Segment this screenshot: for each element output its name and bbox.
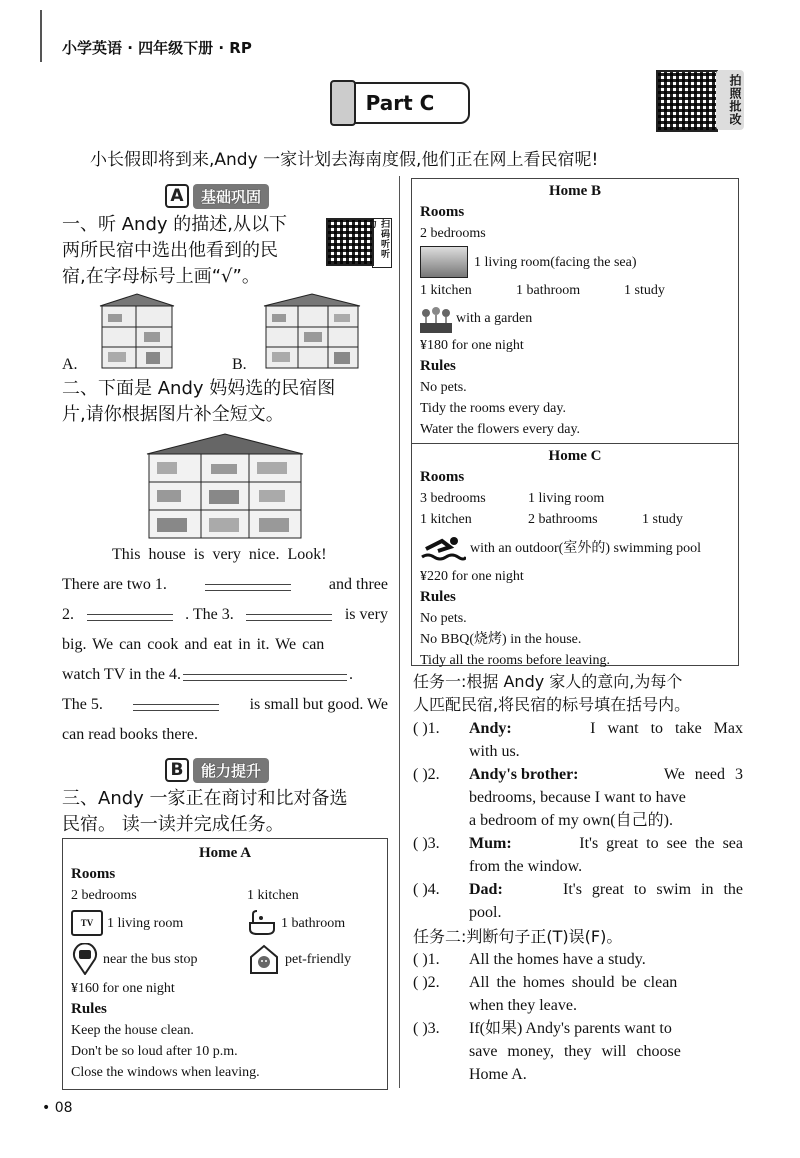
item-line3: a bedroom of my own(自己的). [469,812,673,829]
home-a-bathroom: 1 bathroom [281,915,346,931]
speaker-sep: : [506,720,512,737]
item-line1: All the homes should be clean [469,974,678,991]
house-b-picture [262,292,362,370]
home-b-kitchen: 1 kitchen [420,283,472,298]
qr-code-icon[interactable] [656,70,718,132]
task1-title-1: 任务一:根据 Andy 家人的意向,为每个 [413,672,683,691]
passage-text-2b: and three [328,576,388,593]
passage-line-6 [62,690,388,720]
home-a-bus-stop: near the bus stop [103,951,198,967]
speaker: Andy's brother [469,766,574,783]
sea-window-icon [420,246,468,278]
q3-line1: 三、Andy 一家正在商讨和比对备选 [62,788,348,809]
pet-icon [247,943,281,975]
section-a-letter: A [165,184,189,208]
item-line1: All the homes have a study. [469,951,646,968]
passage-text-7: can read books there. [62,726,198,743]
item-line2: from the window. [469,858,583,875]
section-a-badge [165,184,269,208]
home-b-price: ¥180 for one night [420,338,524,353]
option-a-label[interactable]: A. [62,356,78,373]
qr-side-label: 拍照批改 [716,70,744,130]
item-line3: Home A. [469,1066,527,1083]
home-c-bathrooms: 2 bathrooms [528,512,598,527]
home-b-rooms-label: Rooms [420,204,465,220]
home-a-card [62,838,388,1090]
home-b-row-rooms [420,280,730,301]
home-a-row1 [71,885,379,906]
task1-title-2: 人匹配民宿,将民宿的标号填在括号内。 [413,695,691,714]
home-c-row2 [420,509,730,530]
home-c-row-pool [420,530,730,566]
speaker-sep: : [497,881,503,898]
speaker-sep: : [573,766,579,783]
home-a-rules-label: Rules [71,1001,107,1017]
passage-line-7 [62,720,388,750]
q2-line1: 二、下面是 Andy 妈妈选的民宿图 [62,378,336,399]
home-a-rooms-label: Rooms [71,866,116,882]
item-line2: pool. [469,904,502,921]
task1 [413,670,743,1086]
task1-item-2 [413,763,743,832]
home-c-study: 1 study [642,512,683,527]
home-a-pet: pet-friendly [285,951,352,967]
passage-line-3 [62,600,388,630]
q1-text [62,212,318,290]
q1-line2: 两所民宿中选出他看到的民 [62,240,278,261]
home-a-price: ¥160 for one night [71,981,175,996]
answer-paren[interactable]: ( )1. [413,951,440,968]
home-b-rule2: Tidy the rooms every day. [420,401,566,416]
q3-text [62,786,392,838]
q3-line2: 民宿。 读一读并完成任务。 [62,814,284,835]
answer-paren[interactable]: ( )3. [413,1020,440,1037]
answer-paren[interactable]: ( )4. [413,881,440,898]
passage-text-3b: . The 3. [185,606,234,623]
blank-4[interactable] [183,674,347,681]
home-a-row2 [71,906,379,940]
home-c-title: Home C [548,448,602,464]
section-b-badge [165,758,269,782]
home-b-title: Home B [548,183,602,199]
header-rule [40,10,42,62]
page-number: • 08 [42,1100,73,1116]
home-b-bathroom: 1 bathroom [516,283,581,298]
q2-line2: 片,请你根据图片补全短文。 [62,404,284,425]
speaker-sep: : [506,835,512,852]
task1-item-4 [413,878,743,924]
passage-text-1: This house is very nice. Look! [112,546,327,563]
task1-item-1 [413,717,743,763]
bathtub-icon [247,909,277,937]
passage-line-5 [62,660,388,690]
home-b-card [412,179,738,444]
home-b-bedrooms: 2 bedrooms [420,226,486,241]
door-icon [330,80,356,126]
answer-paren[interactable]: ( )2. [413,974,440,991]
task2-item-2 [413,971,743,1017]
blank-3[interactable] [246,614,332,621]
home-c-rooms-label: Rooms [420,469,465,485]
section-b-label: 能力提升 [193,758,269,783]
speaker: Mum [469,835,507,852]
passage-text-2a: There are two 1. [62,576,167,593]
home-bc-card [411,178,739,666]
item-line1: It's great to swim in the [563,881,743,898]
home-b-garden: with a garden [456,310,533,326]
home-a-living-room: 1 living room [107,915,184,931]
home-c-pool: with an outdoor(室外的) swimming pool [470,540,701,556]
book-title: 小学英语 · 四年级下册 · RP [62,39,252,57]
passage-text-3a: 2. [62,606,74,623]
blank-2[interactable] [87,614,173,621]
home-c-rule1: No pets. [420,611,467,626]
speaker: Dad [469,881,498,898]
home-a-bedrooms: 2 bedrooms [71,888,137,903]
home-b-study: 1 study [624,283,665,298]
item-line2: bedrooms, because I want to have [469,789,686,806]
home-c-row1 [420,488,730,509]
item-line1: If(如果) Andy's parents want to [469,1020,672,1037]
part-title-text: Part C [365,91,435,115]
passage-text-3c: is very [344,606,388,623]
home-b-row-living [420,244,730,280]
house-a-picture [98,292,176,370]
home-c-bedrooms: 3 bedrooms [420,491,486,506]
home-c-price: ¥220 for one night [420,569,524,584]
home-a-title: Home A [198,845,252,861]
home-b-rule1: No pets. [420,380,467,395]
home-a-kitchen: 1 kitchen [247,888,299,903]
passage-text-4: big. We can cook and eat in it. We can [62,636,325,653]
home-c-rule3: Tidy all the rooms before leaving. [420,653,611,668]
home-c-rule2: No BBQ(烧烤) in the house. [420,632,582,647]
intro-text: 小长假即将到来,Andy 一家计划去海南度假,他们正在网上看民宿呢! [90,150,599,170]
item-line1: We need 3 [663,766,743,783]
home-a-rule3: Close the windows when leaving. [71,1065,260,1080]
passage-text-5b: . [348,666,353,683]
answer-paren[interactable]: ( )3. [413,835,440,852]
blank-5[interactable] [133,704,219,711]
speaker: Andy [469,720,507,737]
home-a-rule1: Keep the house clean. [71,1023,194,1038]
passage-text-5a: watch TV in the 4. [62,666,181,683]
answer-paren[interactable]: ( )1. [413,720,440,737]
home-c-card [412,444,738,673]
home-c-rules-label: Rules [420,589,456,605]
q1-line1: 一、听 Andy 的描述,从以下 [62,214,287,235]
q1-line3: 宿,在字母标号上画“√”。 [62,266,260,287]
blank-1[interactable] [205,584,291,591]
garden-icon [420,303,452,333]
listening-qr-label: 扫码听听力 [372,218,392,268]
task2-item-1 [413,948,743,971]
passage-text-6b: is small but good. We [249,696,388,713]
home-a-rule2: Don't be so loud after 10 p.m. [71,1044,238,1059]
home-c-kitchen: 1 kitchen [420,512,472,527]
q2-text [62,376,392,428]
q2-passage [62,540,388,750]
page-number-text: 08 [54,1100,73,1116]
task2-title: 任务二:判断句子正(T)误(F)。 [413,927,623,946]
section-b-letter: B [165,758,189,782]
passage-text-6a: The 5. [62,696,103,713]
item-line1: I want to take Max [590,720,743,737]
passage-line-2 [62,570,388,600]
tv-icon: TV [71,910,103,936]
swimming-icon [420,533,466,563]
option-b-label[interactable]: B. [232,356,247,373]
column-divider [399,176,400,1088]
bus-stop-icon [71,943,99,975]
home-a-row3 [71,940,379,978]
passage-line-1 [62,540,388,570]
home-b-rule3: Water the flowers every day. [420,422,581,437]
answer-paren[interactable]: ( )2. [413,766,440,783]
item-line2: with us. [469,743,520,760]
item-line2: save money, they will choose [469,1043,681,1060]
task1-item-3 [413,832,743,878]
home-b-rules-label: Rules [420,358,456,374]
passage-line-4 [62,630,388,660]
section-a-label: 基础巩固 [193,184,269,209]
task2-item-3 [413,1017,743,1086]
item-line2: when they leave. [469,997,577,1014]
home-b-living-room: 1 living room(facing the sea) [474,254,637,270]
mum-house-picture [145,432,305,540]
home-c-living-room: 1 living room [528,491,605,506]
home-b-row-garden [420,301,730,335]
item-line1: It's great to see the sea [579,835,743,852]
